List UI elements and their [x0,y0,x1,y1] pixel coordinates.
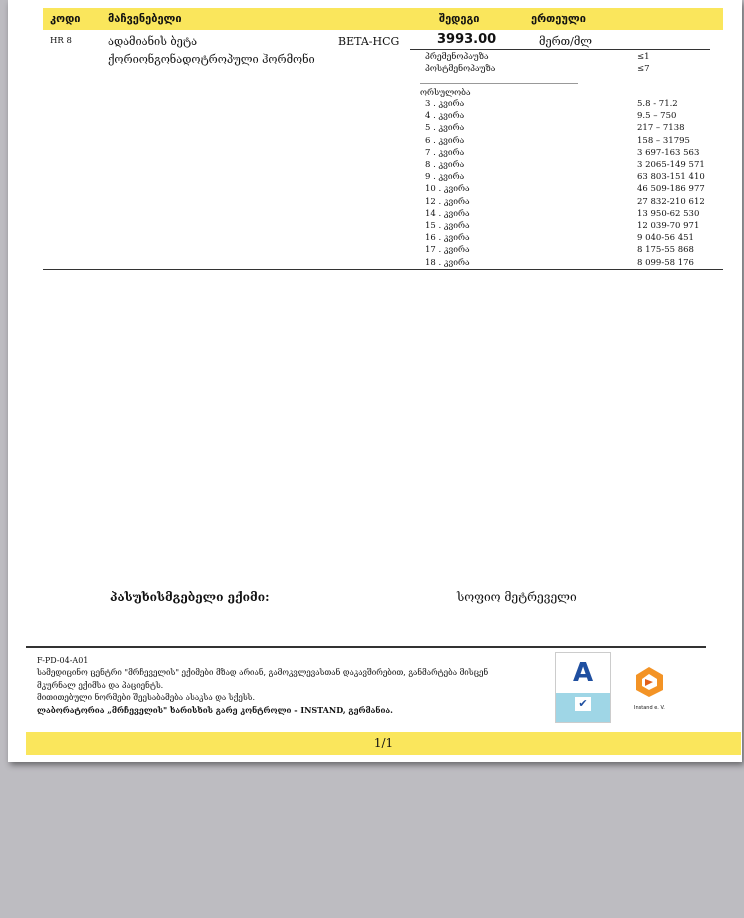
page-number: 1/1 [373,736,394,750]
test-code: HR 8 [50,36,72,46]
week-range: 46 509-186 977 [637,184,705,195]
week-range: 12 039-70 971 [637,221,700,231]
week-range: 9.5 – 750 [637,111,677,122]
week-range: 8 175-55 868 [637,245,694,256]
week-label: 16 . კვირა [425,233,470,244]
divider [420,83,578,84]
week-label: 14 . კვირა [425,208,470,219]
footer-divider [26,646,706,648]
reference-premenopause [425,52,715,64]
table-header [43,8,723,30]
ref-label: პოსტმენოპაუზა [425,64,496,74]
week-range: 3 697-163 563 [637,147,700,158]
week-range: 3 2065-149 571 [637,160,705,170]
check-icon: ✔ [575,697,591,711]
week-range: 158 – 31795 [637,135,690,146]
pregnancy-week-row [425,172,715,184]
week-label: 18 . კვირა [425,257,470,268]
pregnancy-week-row [425,99,715,111]
ref-label: პრემენოპაუზა [425,52,489,62]
header-indicator: მაჩვენებელი [108,12,182,25]
week-label: 8 . კვირა [425,160,465,170]
week-label: 6 . კვირა [425,135,465,146]
test-abbreviation: BETA-HCG [338,35,400,48]
accreditation-a-icon: A [572,658,594,688]
footer-line3: მითითებული ნორმები შეესაბამება ასაკსა და სქესს. [37,693,256,702]
week-range: 217 – 7138 [637,123,685,134]
test-name-line1: ადამიანის ბეტა [108,35,198,48]
week-label: 7 . კვირა [425,147,465,158]
footer-line2: მკურნალ ექიმსა და პაციენტს. [37,681,164,690]
week-label: 4 . კვირა [425,111,465,122]
ref-value: ≤7 [637,64,650,74]
footer-line4: ლაბორატორია „მრჩეველის" ხარისხის გარე კონტროლი - INSTAND, გერმანია. [37,705,393,715]
pregnancy-week-row [425,197,715,209]
header-unit: ერთეული [531,12,586,25]
pregnancy-week-row [425,209,715,221]
test-unit: მერთ/მლ [539,35,593,48]
week-label: 17 . კვირა [425,245,470,256]
pregnancy-week-row [425,233,715,245]
pregnancy-label: ორსულობა [420,88,471,98]
instand-caption: Instand e. V. [634,705,665,711]
pregnancy-week-row [425,221,715,233]
ref-value: ≤1 [637,52,650,62]
header-code: კოდი [50,12,81,25]
signature-label: პასუხისმგებელი ექიმი: [110,590,270,604]
instand-logo [633,666,665,698]
week-range: 9 040-56 451 [637,233,694,244]
pregnancy-week-row [425,136,715,148]
week-label: 15 . კვირა [425,221,470,231]
pregnancy-week-row [425,160,715,172]
week-label: 3 . კვირა [425,99,465,109]
week-range: 13 950-62 530 [637,208,700,219]
check-badge [556,693,610,722]
accreditation-logo [555,652,611,723]
week-range: 5.8 - 71.2 [637,99,678,109]
reference-postmenopause [425,64,715,76]
week-label: 9 . კვირა [425,172,465,183]
table-bottom-border [43,269,723,270]
pregnancy-week-row [425,123,715,135]
form-code: F-PD-04-A01 [37,656,89,665]
week-range: 8 099-58 176 [637,257,694,268]
week-label: 5 . კვირა [425,123,465,134]
pregnancy-week-row [425,258,715,270]
week-range: 27 832-210 612 [637,196,705,207]
pregnancy-week-row [425,184,715,196]
doctor-name: სოფიო მეტრეველი [457,590,577,604]
week-range: 63 803-151 410 [637,172,705,183]
footer-line1: სამედიცინო ცენტრი "მრჩეველის" ექიმები მზად არიან, გამოკვლევასთან დაკავშირებით, განმარტება მისცენ [37,668,489,677]
page-footer [26,732,741,755]
test-name-line2: ქორიონგონადოტროპული ჰორმონი [108,53,315,66]
test-result: 3993.00 [437,32,497,47]
week-label: 10 . კვირა [425,184,470,195]
week-label: 12 . კვირა [425,196,470,207]
pregnancy-week-row [425,111,715,123]
pregnancy-week-row [425,245,715,257]
pregnancy-week-row [425,148,715,160]
header-result: შედეგი [439,12,480,25]
divider [410,49,710,50]
